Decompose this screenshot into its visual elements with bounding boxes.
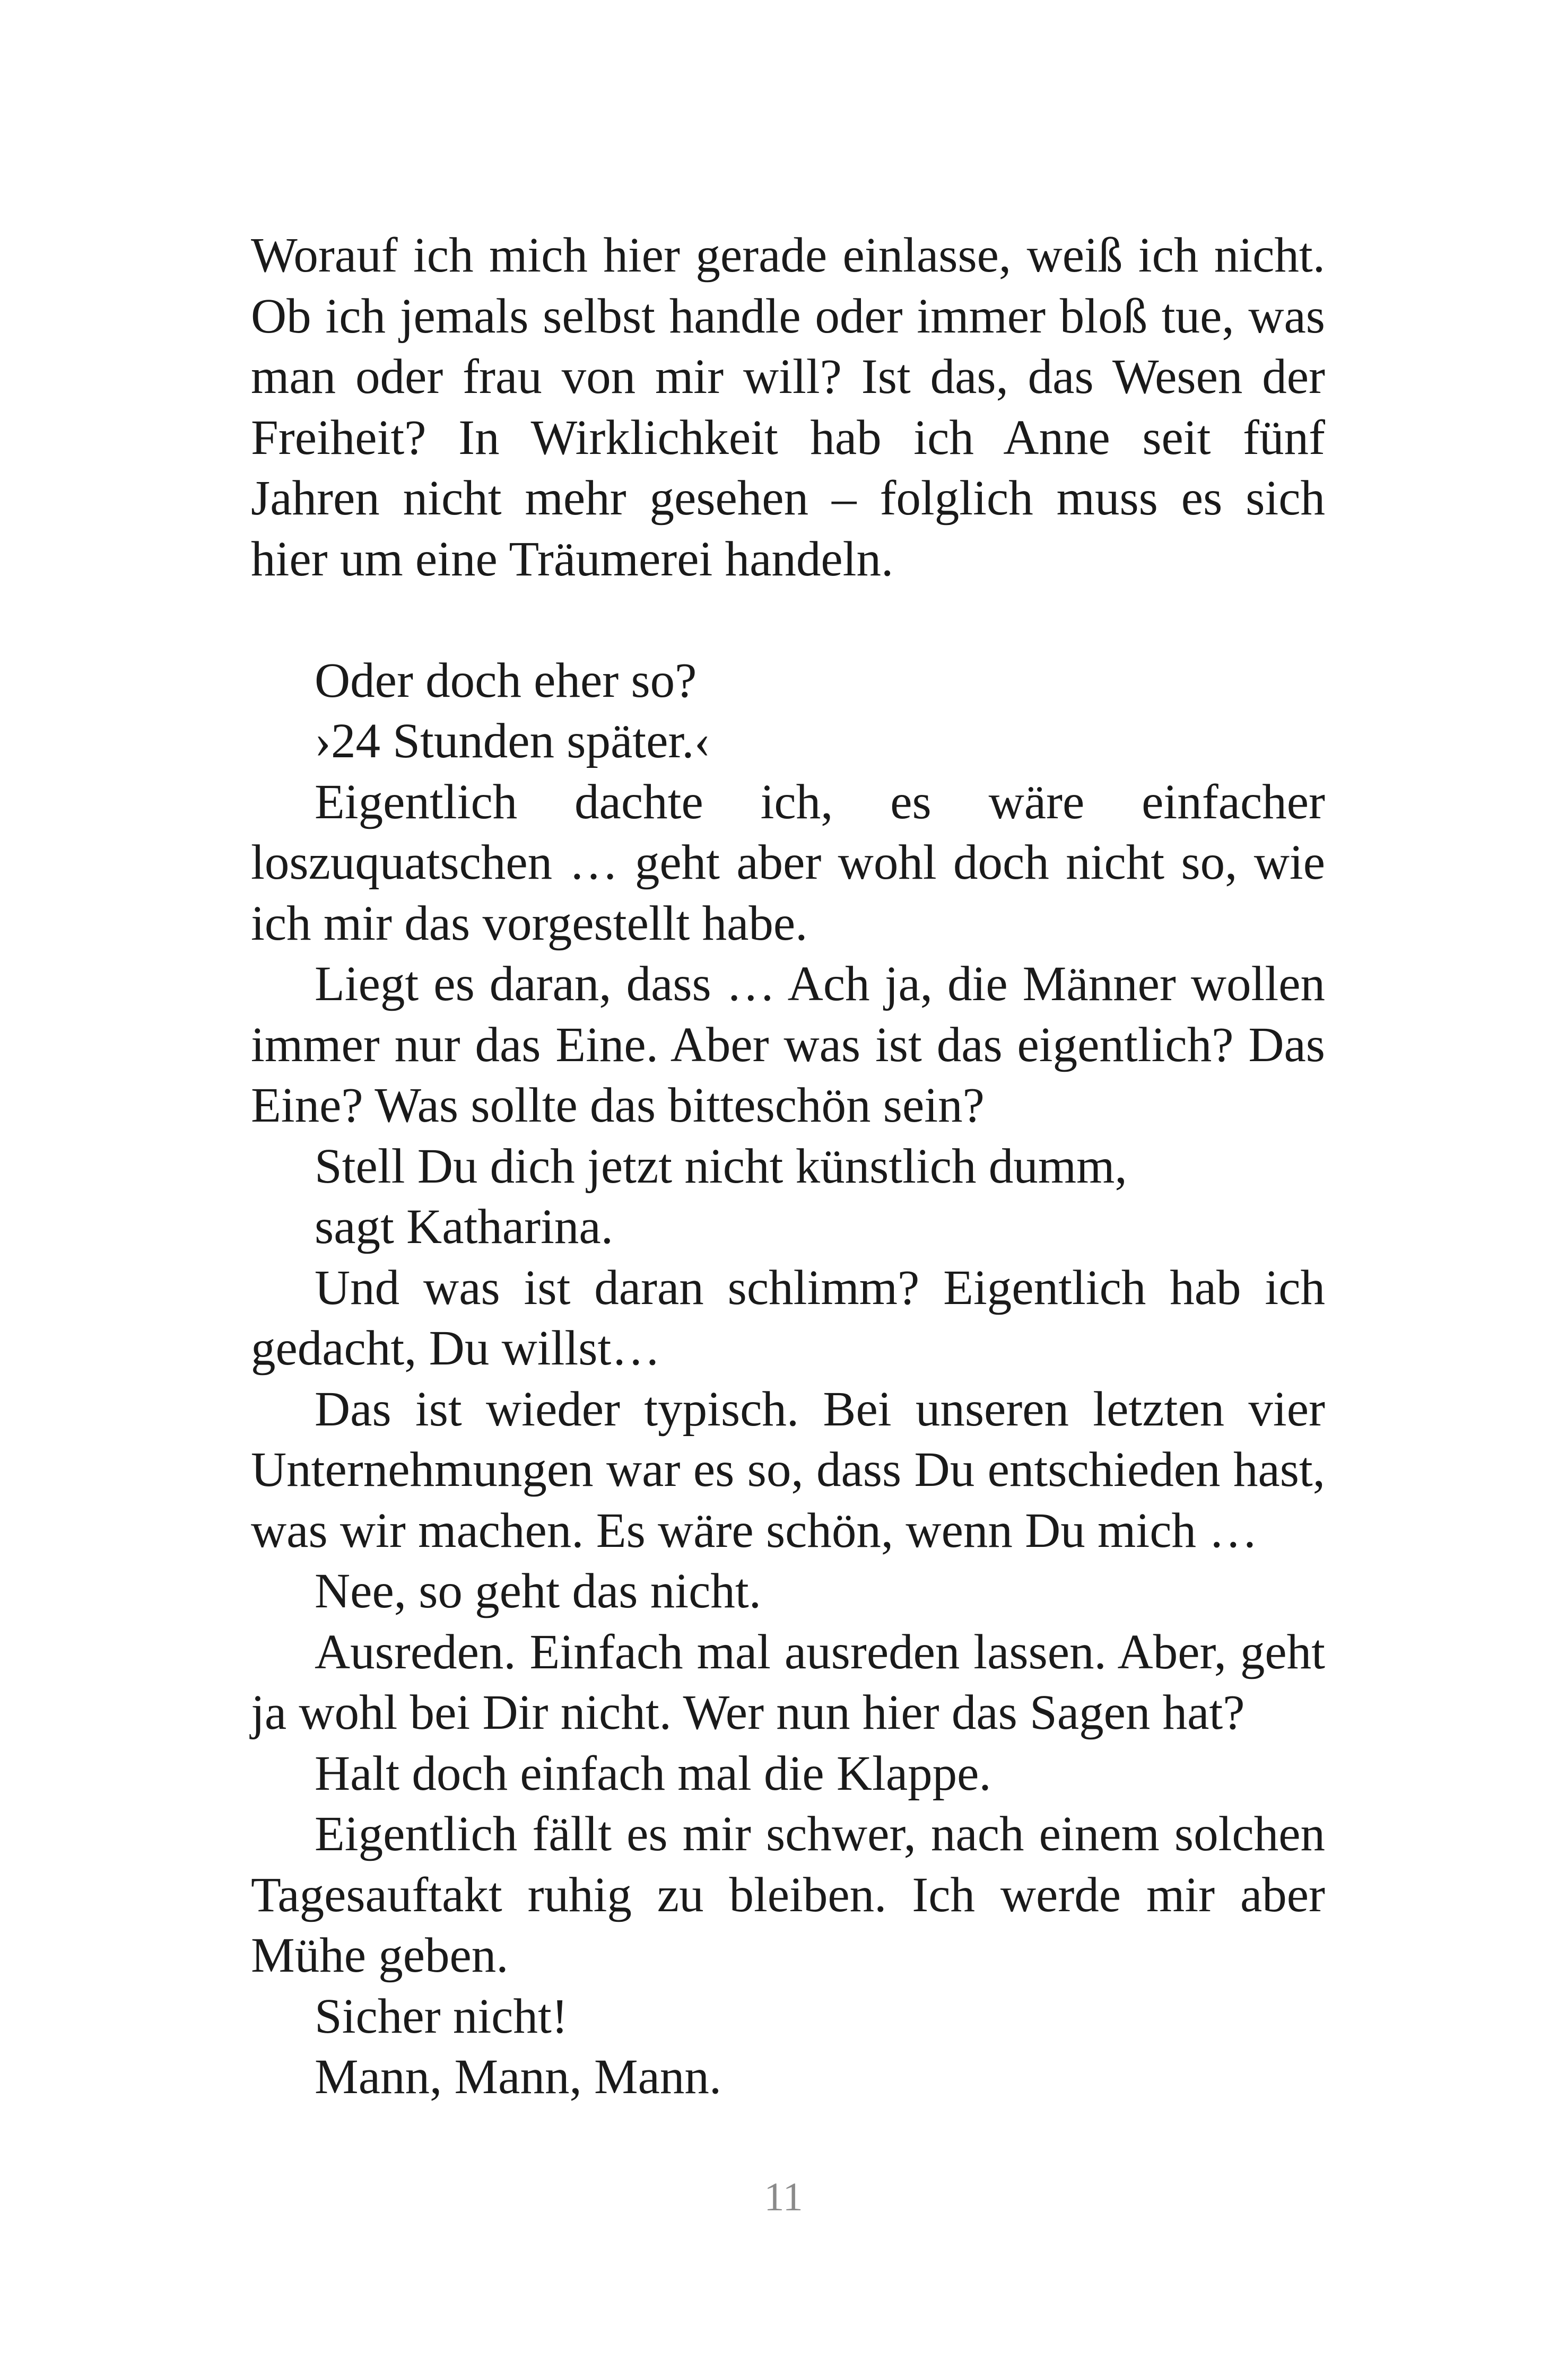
- paragraph: Halt doch einfach mal die Klappe.: [315, 1746, 991, 1801]
- paragraph: Und was ist daran schlimm? Eigentlich hab ich gedacht, Du willst…: [251, 1260, 1325, 1376]
- paragraph: Sicher nicht!: [315, 1989, 568, 2044]
- paragraph: sagt Katharina.: [315, 1200, 613, 1254]
- paragraph-spacer: [251, 590, 1325, 651]
- paragraph: ›24 Stunden später.‹: [315, 714, 711, 768]
- paragraph: Liegt es daran, dass … Ach ja, die Männer wollen immer nur das Eine. Aber was ist das eigentlich? Das Eine? Was sollte das bitteschön sein?: [251, 957, 1325, 1133]
- paragraph: Eigentlich fällt es mir schwer, nach einem solchen Tagesauftakt ruhig zu bleiben. Ich werde mir aber Mühe geben.: [251, 1807, 1325, 1983]
- paragraph: Das ist wieder typisch. Bei unseren letzten vier Unternehmungen war es so, dass Du entschieden hast, was wir machen. Es wäre schön, wenn Du mich …: [251, 1381, 1325, 1558]
- paragraph: Mann, Mann, Mann.: [315, 2050, 722, 2104]
- paragraph: Ausreden. Einfach mal ausreden lassen. Aber, geht ja wohl bei Dir nicht. Wer nun hier das Sagen hat?: [251, 1624, 1325, 1740]
- paragraph: Oder doch eher so?: [315, 653, 697, 708]
- paragraph: Worauf ich mich hier gerade einlasse, weiß ich nicht. Ob ich jemals selbst handle oder immer bloß tue, was man oder frau von mir will? Ist das, das Wesen der Freiheit? In Wirklichkeit hab ich Anne seit fünf Jahren nicht mehr gesehen – folglich muss es sich hier um eine Träumerei handeln.: [251, 228, 1325, 587]
- page-number: 11: [764, 2175, 803, 2219]
- paragraph: Eigentlich dachte ich, es wäre einfacher loszuquatschen … geht aber wohl doch nicht so, wie ich mir das vorgestellt habe.: [251, 774, 1325, 951]
- paragraph: Nee, so geht das nicht.: [315, 1564, 761, 1618]
- paragraph: Stell Du dich jetzt nicht künstlich dumm,: [315, 1139, 1127, 1194]
- body-text: [251, 225, 1325, 2108]
